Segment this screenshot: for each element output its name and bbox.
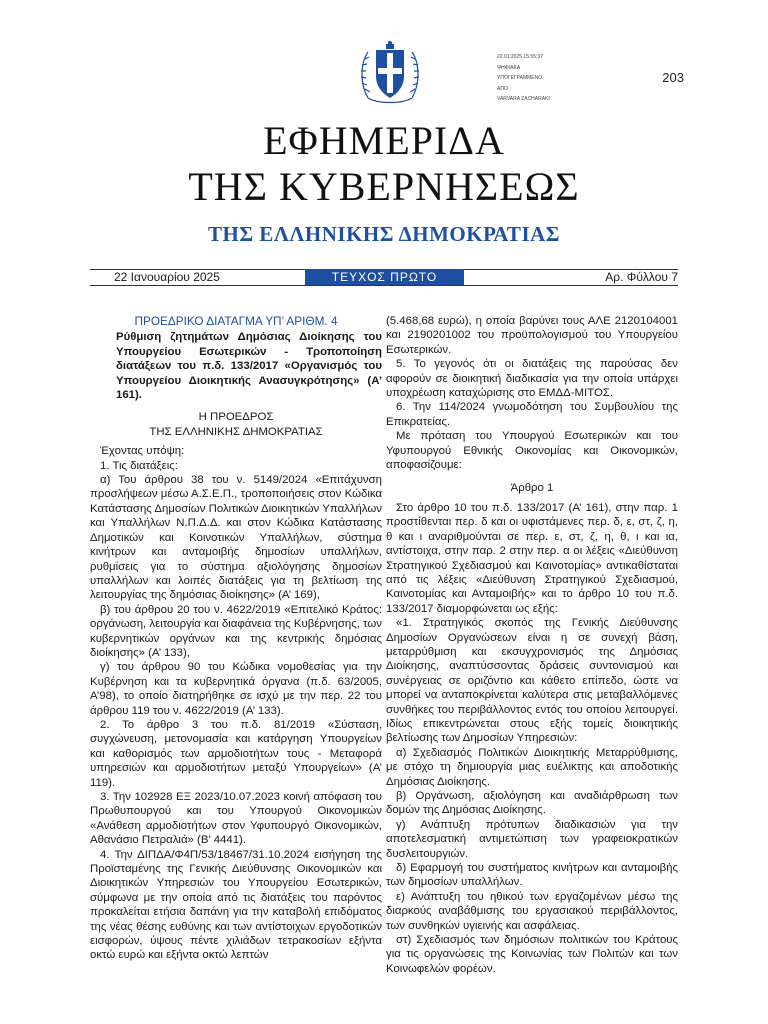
paragraph: 5. Το γεγονός ότι οι διατάξεις της παρούσας δεν αφορούν σε διοικητική διαδικασία για την οποία υπάρχει υποχρέωση καταχώρισης στο ΕΜΔΔ-ΜΙΤΟΣ. [386, 358, 678, 400]
paragraph: 1. Τις διατάξεις: [100, 459, 178, 472]
paragraph: 6. Την 114/2024 γνωμοδότηση του Συμβουλίου της Επικρατείας. [386, 401, 678, 428]
gazette-subtitle: ΤΗΣ ΕΛΛΗΝΙΚΗΣ ΔΗΜΟΚΡΑΤΙΑΣ [207, 222, 561, 246]
gazette-title-line1: ΕΦΗΜΕΡΙΔΑ [263, 118, 505, 163]
paragraph: 4. Την ΔΙΠΔΑ/Φ4Π/53/18467/31.10.2024 εισήγηση της Προϊσταμένης της Γενικής Διεύθυνσης Οικονομικών και Διοικητικών Υπηρεσιών του Υπουργείου Εσωτερικών, σύμφωνα με την οποία από τις διατάξεις του παρόντος προκαλείται ετήσια δαπάνη για την καταβολή επιδόματος της νέας θέσης ευθύνης και των αντίστοιχων εργοδοτικών εισφορών, ύψους πέντε χιλιάδων τετρακοσίων εξήντα οκτώ ευρώ και εξήντα οκτώ λεπτών [90, 848, 382, 962]
decree-title: ΠΡΟΕΔΡΙΚΟ ΔΙΑΤΑΓΜΑ ΥΠ’ ΑΡΙΘΜ. 4 [134, 314, 338, 328]
signature-line: ΥΠΟΓΕΓΡΑΜΜΕΝΟ [497, 75, 543, 81]
paragraph: στ) Σχεδιασμός των δημόσιων πολιτικών του Κράτους για τις οργανώσεις της Κοινωνίας των Πολιτών και των Κοινωφελών φορέων. [386, 934, 678, 975]
issue-date: 22 Ιανουαρίου 2025 [114, 270, 220, 284]
signature-line: VARVARA ZACHARAKI [497, 96, 550, 102]
spacer [386, 472, 678, 481]
greek-coat-of-arms-icon [356, 40, 424, 108]
digital-signature [497, 52, 550, 105]
paragraph: Έχοντας υπόψη: [100, 445, 185, 458]
page-number: 203 [662, 70, 684, 85]
issue-series-badge: ΤΕΥΧΟΣ ΠΡΩΤΟ [305, 269, 464, 285]
right-column [386, 314, 678, 976]
paragraph: 2. Το άρθρο 3 του π.δ. 81/2019 «Σύσταση, συγχώνευση, μετονομασία και κατάργηση Υπουργείων και καθορισμός των αρμοδιοτήτων τους - Μεταφορά υπηρεσιών και αρμοδιοτήτων μεταξύ Υπουργείων» (Α’ 119). [90, 718, 382, 789]
paragraph: α) Του άρθρου 38 του ν. 5149/2024 «Επιτάχυνση προσλήψεων μέσω Α.Σ.Ε.Π., τροποποιήσεις στον Κώδικα Κατάστασης Δημοσίων Πολιτικών Διοικητικών Υπαλλήλων και Υπαλλήλων Ν.Π.Δ.Δ. και στον Κώδικα Κατάστασης Δημοτικών και Κοινοτικών Υπαλλήλων, σύστημα κινήτρων και ανταμοιβής δημοσίων υπαλλήλων, ρυθμίσεις για το σύστημα αξιολόγησης δημοσίων υπαλλήλων και λοιπές διατάξεις για τη βελτίωση της λειτουργίας της δημόσιας διοίκησης» (Α’ 169), [90, 474, 382, 602]
signature-line: ΑΠΟ [497, 85, 508, 92]
paragraph: γ) του άρθρου 90 του Κώδικα νομοθεσίας για την Κυβέρνηση και τα κυβερνητικά όργανα (π.δ. 63/2005, Α’98), το οποίο διατηρήθηκε σε ισχύ με την περ. 22 του άρθρου 119 του ν. 4622/2019 (Α’ 133). [90, 661, 382, 717]
paragraph: «1. Στρατηγικός σκοπός της Γενικής Διεύθυνσης Δημοσίων Οργανώσεων είναι η σε συνεχή βάση, μεταρρύθμιση και εκσυγχρονισμός της Δημόσιας Διοίκησης, αναπτύσσοντας δράσεις συντονισμού και συνέργειας σε οριζόντιο και κάθετο επίπεδο, ώστε να μπορεί να ανταποκρίνεται καλύτερα στις μεταβαλλόμενες συνθήκες του περιβάλλοντος εντός του οποίου λειτουργεί. Ιδίως επικεντρώνεται στους εξής τομείς διοικητικής βελτίωσης των Δημοσίων Υπηρεσιών: [386, 617, 678, 745]
article-heading: Άρθρο 1 [510, 482, 554, 495]
paragraph: Με πρόταση του Υπουργού Εσωτερικών και του Υφυπουργού Εθνικής Οικονομίας και Οικονομικών, αποφασίζουμε: [386, 430, 678, 472]
president-heading: ΤΗΣ ΕΛΛΗΝΙΚΗΣ ΔΗΜΟΚΡΑΤΙΑΣ [149, 425, 323, 438]
signature-line: ΨΗΦΙΑΚΑ [497, 64, 521, 71]
decree-subject: Ρύθμιση ζητημάτων Δημόσιας Διοίκησης του Υπουργείου Εσωτερικών - Τροποποίηση διατάξεων του π.δ. 133/2017 «Οργανισμός του Υπουργείου Διοικητικής Ανασυγκρότησης» (Α’ 161). [116, 331, 382, 402]
signature-line: 22.01.2025 15:55:37 [497, 54, 543, 60]
issue-bar-bottom-rule [90, 285, 678, 286]
paragraph: α) Σχεδιασμός Πολιτικών Διοικητικής Μεταρρύθμισης, με στόχο τη δημιουργία μιας ευέλικτης και αποδοτικής Δημόσιας Διοίκησης. [386, 746, 678, 788]
paragraph: β) του άρθρου 20 του ν. 4622/2019 «Επιτελικό Κράτος: οργάνωση, λειτουργία και διαφάνεια της Κυβέρνησης, των κυβερνητικών οργάνων και της κεντρικής δημόσιας διοίκησης» (Α’ 133), [90, 603, 382, 659]
left-column [90, 314, 382, 963]
paragraph: 3. Την 102928 ΕΞ 2023/10.07.2023 κοινή απόφαση του Πρωθυπουργού και του Υπουργού Οικονομικών «Ανάθεση αρμοδιοτήτων στον Υφυπουργό Οικονομικών, Αθανάσιο Πετραλιά» (Β’ 4441). [90, 791, 382, 847]
paragraph: δ) Εφαρμογή του συστήματος κινήτρων και ανταμοιβής των δημοσίων υπαλλήλων. [386, 862, 678, 889]
paragraph: β) Οργάνωση, αξιολόγηση και αναδιάρθρωση των δομών της Δημόσιας Διοίκησης. [386, 790, 678, 817]
paragraph: ε) Ανάπτυξη του ηθικού των εργαζομένων μέσω της διαρκούς αναβάθμισης του εργασιακού περιβάλλοντος, των συνθηκών υγιεινής και ασφάλειας. [386, 890, 678, 932]
paragraph: Στο άρθρο 10 του π.δ. 133/2017 (Α’ 161), στην παρ. 1 προστίθενται περ. δ και οι υφιστάμενες περ. δ, ε, στ, ζ, η, θ και ι αναριθμούνται σε περ. ε, στ, ζ, η, θ, ι και ια, αντίστοιχα, στην παρ. 2 στην περ. α οι λέξεις «Διεύθυνση Στρατηγικού Σχεδιασμού και Καινοτομίας» αντικαθίσταται από τις λέξεις «Διεύθυνση Στρατηγικού Σχεδιασμού, Καινοτομίας και Ανταμοιβής» και το άρθρο 10 του π.δ. 133/2017 διαμορφώνεται ως εξής: [386, 501, 678, 615]
issue-sheet-number: Αρ. Φύλλου 7 [605, 270, 678, 284]
gazette-title-line2: ΤΗΣ ΚΥΒΕΡΝΗΣΕΩΣ [188, 164, 580, 209]
paragraph: γ) Ανάπτυξη πρότυπων διαδικασιών για την αποτελεσματική αντιμετώπιση των γραφειοκρατικών δυσλειτουργιών. [386, 818, 678, 860]
president-heading: Η ΠΡΟΕΔΡΟΣ [198, 411, 274, 424]
paragraph: (5.468,68 ευρώ), η οποία βαρύνει τους ΑΛΕ 2120104001 και 2190201002 του προϋπολογισμού του Υπουργείου Εσωτερικών. [386, 315, 678, 356]
